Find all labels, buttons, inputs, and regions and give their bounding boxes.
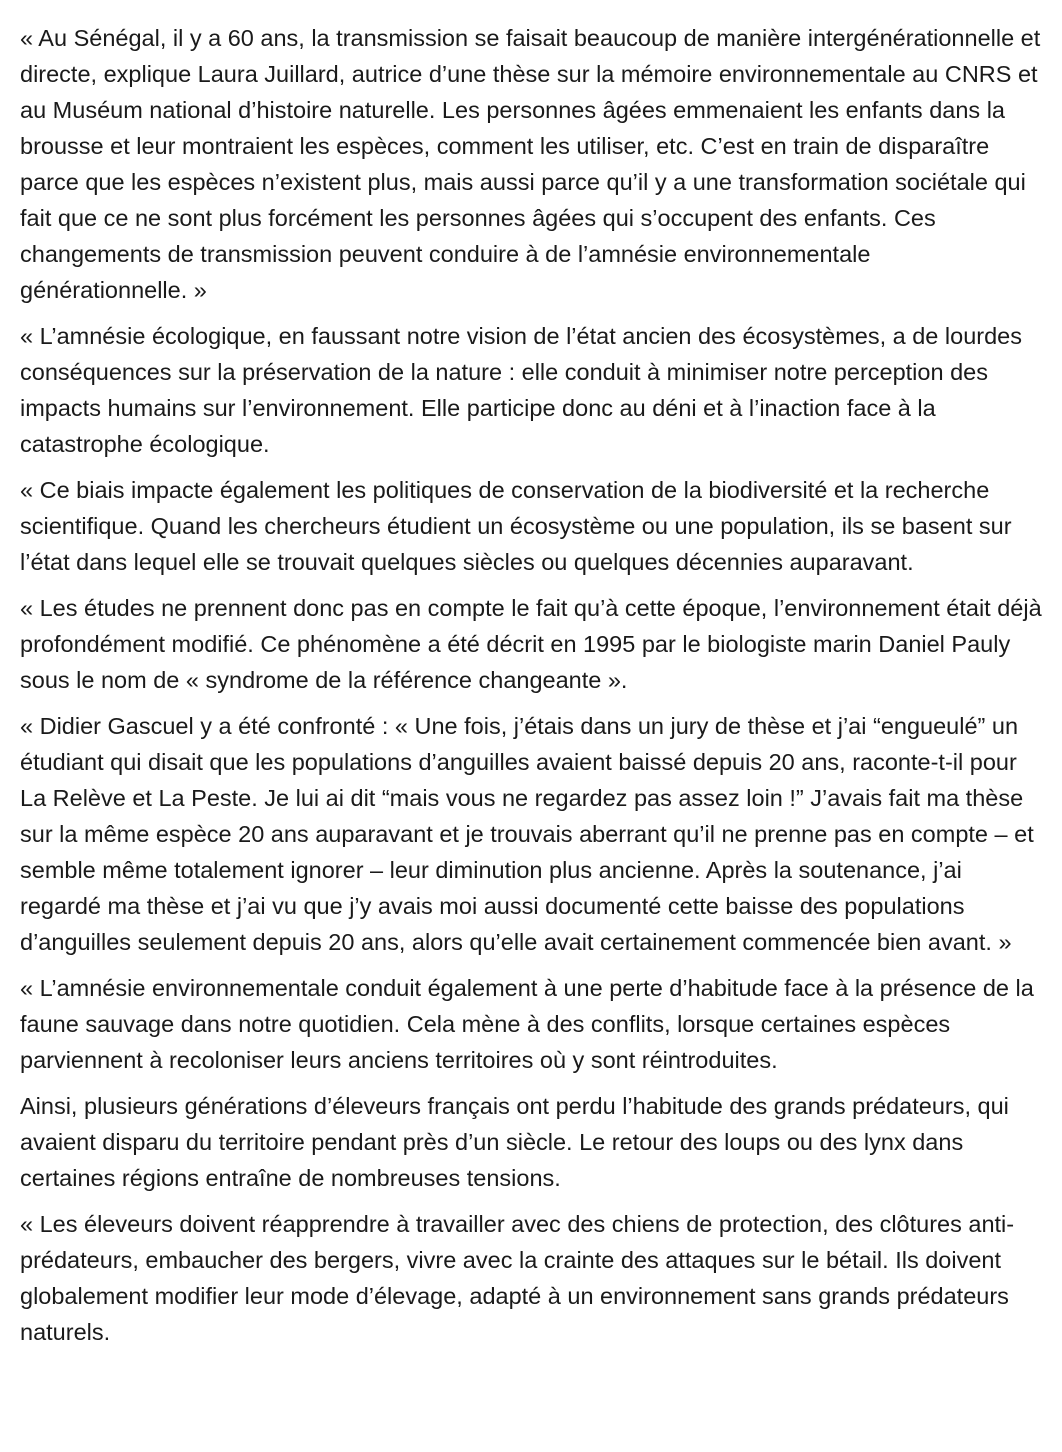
article-paragraph: « Didier Gascuel y a été confronté : « Une fois, j’étais dans un jury de thèse et j’ai “engueulé” un étudiant qui disait que les populations d’anguilles avaient baissé depuis 20 ans, raconte-t-il pour La Relève et La Peste. Je lui ai dit “mais vous ne regardez pas assez loin !” J’avais fait ma thèse sur la même espèce 20 ans auparavant et je trouvais aberrant qu’il ne prenne pas en compte – et semble même totalement ignorer – leur diminution plus ancienne. Après la soutenance, j’ai regardé ma thèse et j’ai vu que j’y avais moi aussi documenté cette baisse des populations d’anguilles seulement depuis 20 ans, alors qu’elle avait certainement commencée bien avant. » [20,713,1034,955]
article-paragraph: « Ce biais impacte également les politiques de conservation de la biodiversité et la recherche scientifique. Quand les chercheurs étudient un écosystème ou une population, ils se basent sur l’état dans lequel elle se trouvait quelques siècles ou quelques décennies auparavant. [20,477,1012,575]
article-paragraph: Ainsi, plusieurs générations d’éleveurs français ont perdu l’habitude des grands prédateurs, qui avaient disparu du territoire pendant près d’un siècle. Le retour des loups ou des lynx dans certaines régions entraîne de nombreuses tensions. [20,1093,1009,1191]
article-paragraph: « L’amnésie environnementale conduit également à une perte d’habitude face à la présence de la faune sauvage dans notre quotidien. Cela mène à des conflits, lorsque certaines espèces parviennent à recoloniser leurs anciens territoires où y sont réintroduites. [20,975,1034,1073]
article-paragraph: « L’amnésie écologique, en faussant notre vision de l’état ancien des écosystèmes, a de lourdes conséquences sur la préservation de la nature : elle conduit à minimiser notre perception des impacts humains sur l’environnement. Elle participe donc au déni et à l’inaction face à la catastrophe écologique. [20,323,1022,457]
article-paragraph: « Les études ne prennent donc pas en compte le fait qu’à cette époque, l’environnement était déjà profondément modifié. Ce phénomène a été décrit en 1995 par le biologiste marin Daniel Pauly sous le nom de « syndrome de la référence changeante ». [20,595,1042,693]
article-paragraph: « Au Sénégal, il y a 60 ans, la transmission se faisait beaucoup de manière intergénérationnelle et directe, explique Laura Juillard, autrice d’une thèse sur la mémoire environnementale au CNRS et au Muséum national d’histoire naturelle. Les personnes âgées emmenaient les enfants dans la brousse et leur montraient les espèces, comment les utiliser, etc. C’est en train de disparaître parce que les espèces n’existent plus, mais aussi parce qu’il y a une transformation sociétale qui fait que ce ne sont plus forcément les personnes âgées qui s’occupent des enfants. Ces changements de transmission peuvent conduire à de l’amnésie environnementale générationnelle. » [20,25,1041,303]
article-paragraph: « Les éleveurs doivent réapprendre à travailler avec des chiens de protection, des clôtures anti-prédateurs, embaucher des bergers, vivre avec la crainte des attaques sur le bétail. Ils doivent globalement modifier leur mode d’élevage, adapté à un environnement sans grands prédateurs naturels. [20,1211,1015,1345]
